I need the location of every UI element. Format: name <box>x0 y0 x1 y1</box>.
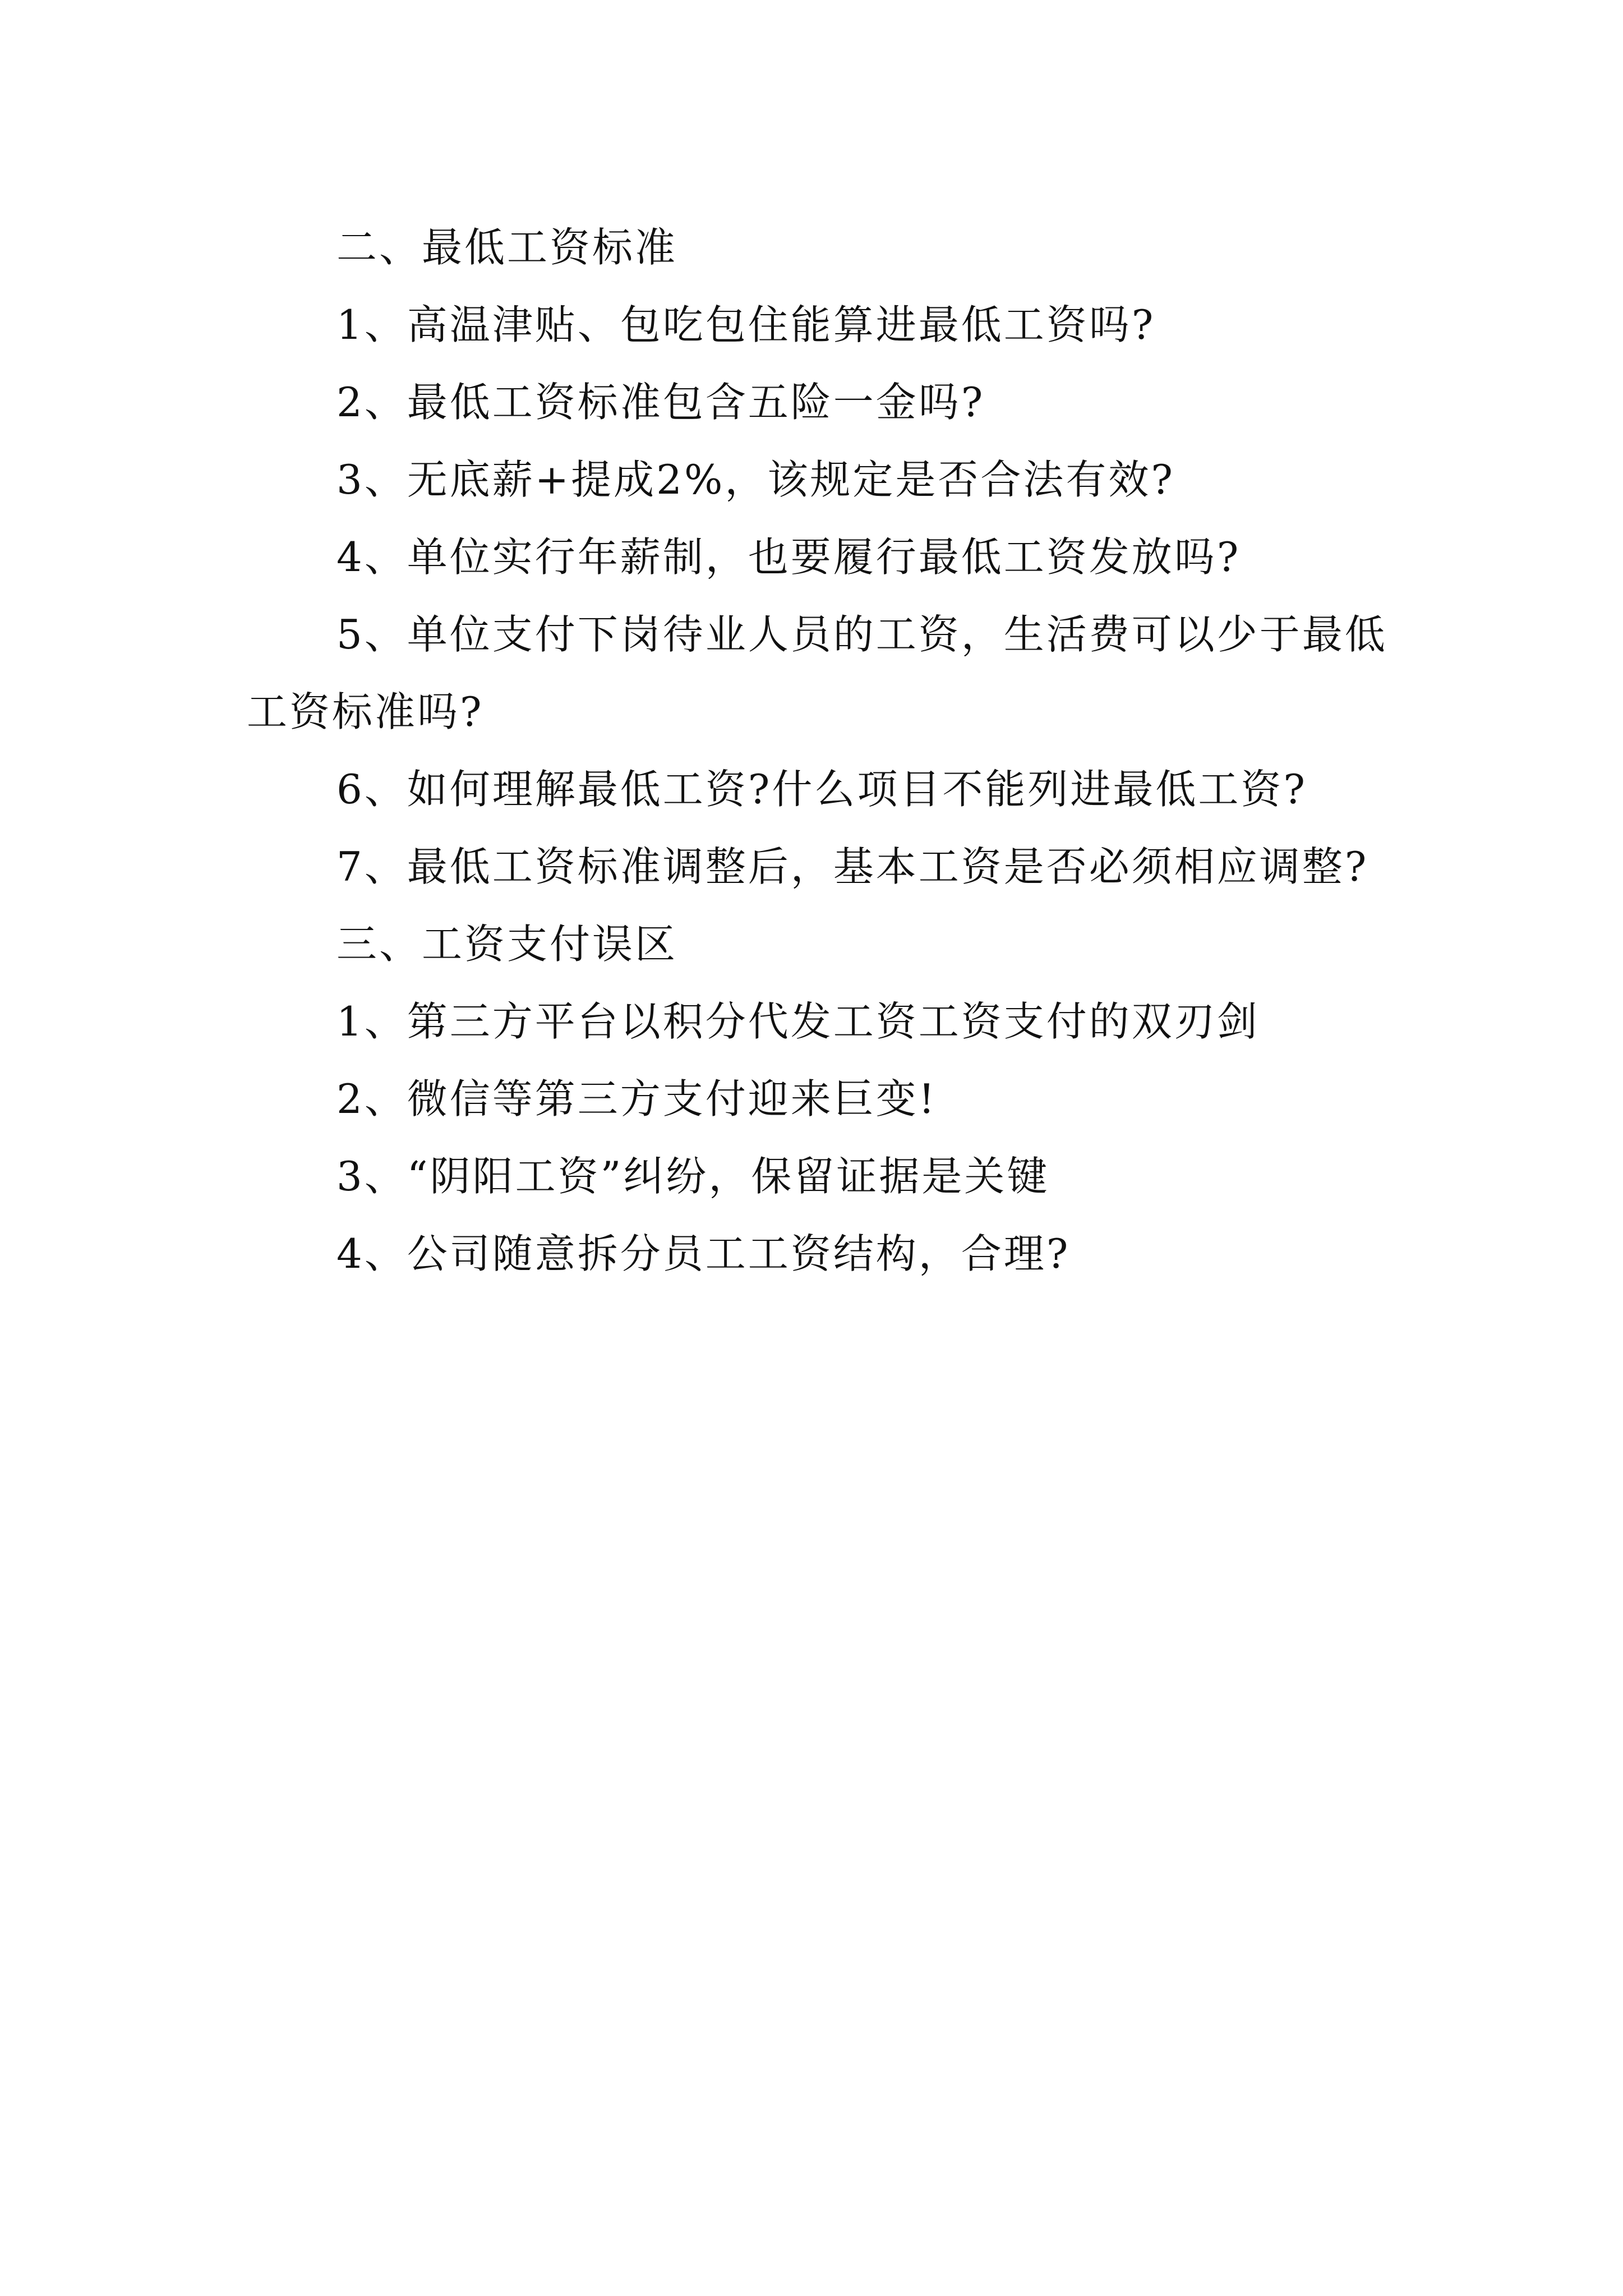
list-item: 4、单位实行年薪制，也要履行最低工资发放吗? <box>336 533 1241 581</box>
list-item: 1、高温津贴、包吃包住能算进最低工资吗? <box>336 301 1156 348</box>
list-item: 4、公司随意拆分员工工资结构，合理? <box>336 1230 1071 1277</box>
list-item: 1、第三方平台以积分代发工资工资支付的双刃剑 <box>336 998 1260 1045</box>
list-item: 5、单位支付下岗待业人员的工资，生活费可以少于最低工资标准吗? <box>247 611 1387 735</box>
list-item: 7、最低工资标准调整后，基本工资是否必须相应调整? <box>336 843 1369 890</box>
document-body <box>247 209 1391 1292</box>
section-heading-wage-payment-pitfalls: 三、工资支付误区 <box>336 921 678 968</box>
list-item: 3、“阴阳工资”纠纷，保留证据是关键 <box>336 1153 1050 1200</box>
list-item: 3、无底薪+提成2%，该规定是否合法有效? <box>336 456 1175 503</box>
list-item: 2、最低工资标准包含五险一金吗? <box>336 379 985 426</box>
list-item: 6、如何理解最低工资?什么项目不能列进最低工资? <box>336 766 1308 813</box>
section-heading-minimum-wage: 二、最低工资标准 <box>336 224 678 271</box>
list-item: 2、微信等第三方支付迎来巨变! <box>336 1075 937 1122</box>
